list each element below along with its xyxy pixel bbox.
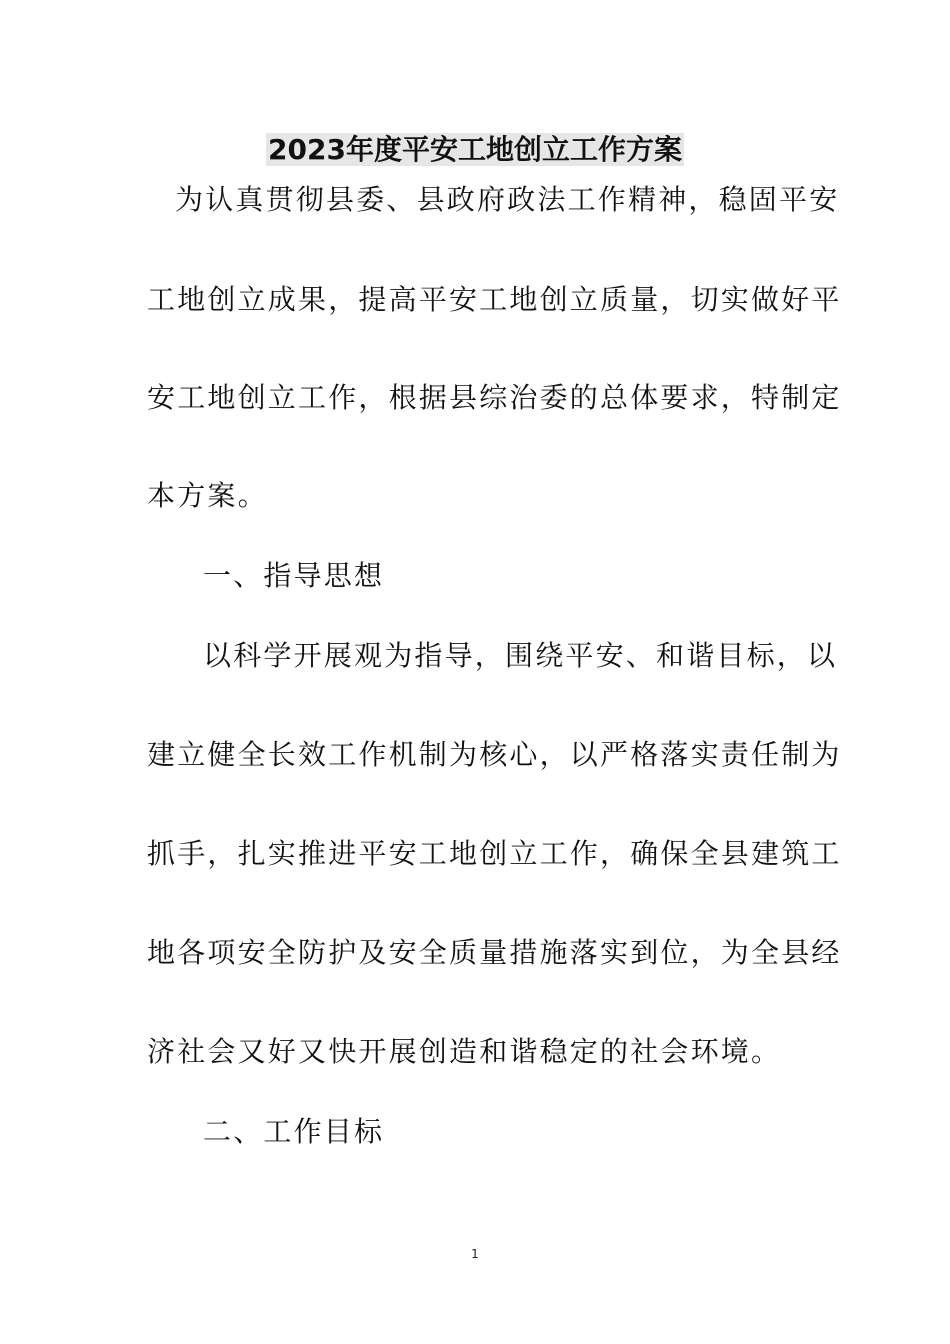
paragraph-line: 安工地创立工作，根据县综治委的总体要求，特制定 (147, 381, 842, 414)
paragraph-line: 本方案。 (147, 479, 268, 512)
paragraph-line: 为认真贯彻县委、县政府政法工作精神，稳固平安 (175, 183, 840, 216)
paragraph-line: 济社会又好又快开展创造和谐稳定的社会环境。 (147, 1035, 782, 1068)
section-heading: 二、工作目标 (203, 1115, 385, 1148)
paragraph-line: 地各项安全防护及安全质量措施落实到位，为全县经 (147, 936, 842, 969)
paragraph-line: 建立健全长效工作机制为核心，以严格落实责任制为 (147, 738, 842, 771)
paragraph-line: 以科学开展观为指导，围绕平安、和谐目标，以 (203, 639, 838, 672)
document-title: 2023年度平安工地创立工作方案 (268, 133, 682, 166)
paragraph-line: 抓手，扎实推进平安工地创立工作，确保全县建筑工 (147, 837, 842, 870)
section-heading: 一、指导思想 (203, 559, 385, 592)
page-number: 1 (471, 1247, 479, 1261)
paragraph-line: 工地创立成果，提高平安工地创立质量，切实做好平 (147, 283, 842, 316)
